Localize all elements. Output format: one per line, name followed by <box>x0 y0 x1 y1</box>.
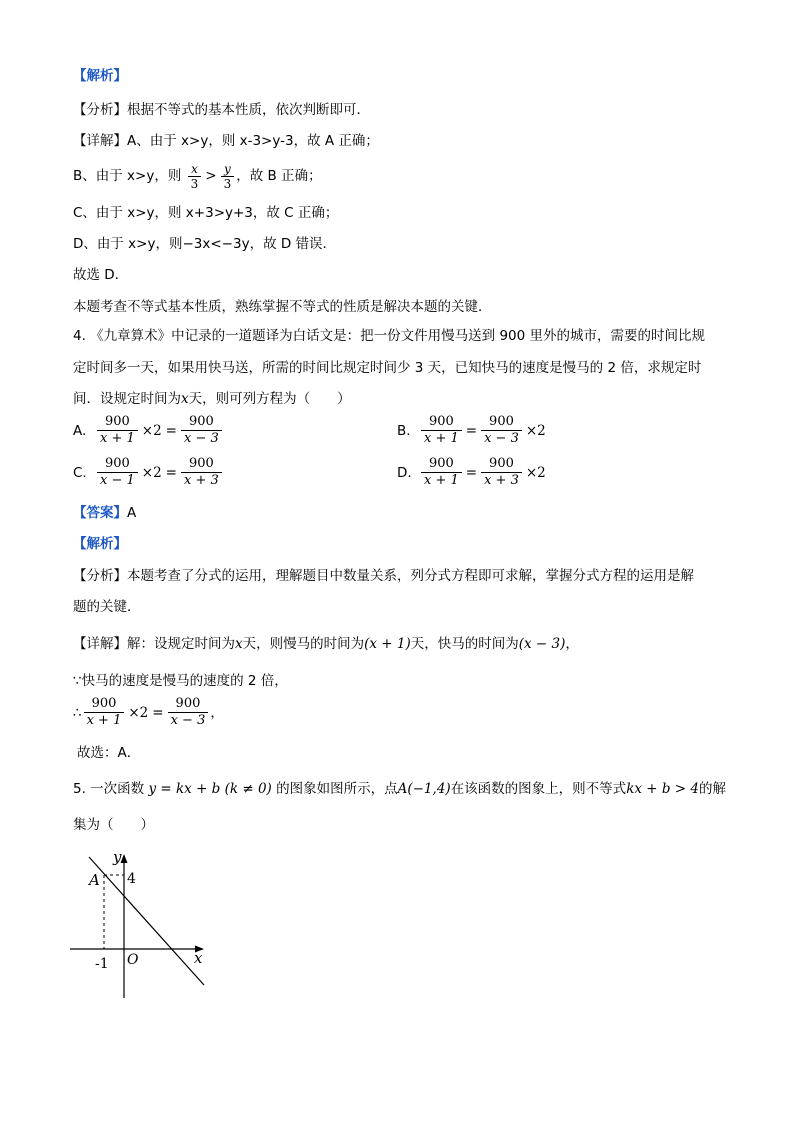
q4-option-c[interactable]: C. $\frac{900}{x - 1}$ ×2 = $\frac{900}{x + 3}$ <box>73 456 224 489</box>
q5-stem-line1: 5. 一次函数 y = kx + b (k ≠ 0) 的图象如图所示，点A(−1,4)在该函数的图象上，则不等式kx + b > 4的解 <box>73 781 727 797</box>
q3-jiexi-heading: 【解析】 <box>73 68 127 84</box>
q4-option-d[interactable]: D. $\frac{900}{x + 1}$ = $\frac{900}{x + 3}$ ×2 <box>397 456 546 488</box>
q3-choice: 故选 D． <box>73 267 129 283</box>
q3-detail-a: 【详解】A、由于 x>y，则 x-3>y-3，故 A 正确； <box>73 133 379 149</box>
q4-analysis-line1: 【分析】本题考查了分式的运用，理解题目中数量关系，列分式方程即可求解，掌握分式方程的运用是解 <box>73 568 694 584</box>
q4-stem-line3: 间．设规定时间为x天，则可列方程为（ ） <box>73 391 351 407</box>
y-tick-label: 4 <box>127 871 136 887</box>
q5-function-graph <box>64 845 224 1005</box>
y-axis-arrow-icon <box>121 854 128 863</box>
origin-label: O <box>127 952 139 968</box>
q4-option-b[interactable]: B. $\frac{900}{x + 1}$ = $\frac{900}{x - 3}$ ×2 <box>397 414 546 446</box>
q4-equation: ∴ $\frac{900}{x + 1}$ ×2 = $\frac{900}{x - 3}$ ， <box>73 696 224 728</box>
q4-detail: 【详解】解：设规定时间为x天，则慢马的时间为(x + 1)天，快马的时间为(x − 3)， <box>73 636 579 652</box>
q5-stem-line2: 集为（ ） <box>73 817 154 833</box>
point-a-label: A <box>89 871 100 889</box>
q4-stem-line2: 定时间多一天，如果用快马送，所需的时间比规定时间少 3 天，已知快马的速度是慢马的 2 倍，求规定时 <box>73 360 702 376</box>
q4-choice: 故选：A． <box>77 745 141 761</box>
y-axis-label: y <box>113 848 122 866</box>
q4-since-line: ∵快马的速度是慢马的速度的 2 倍， <box>73 673 288 689</box>
frac-y-over-3: $\frac{y}{3}$ <box>221 162 235 191</box>
q3-analysis: 【分析】根据不等式的基本性质，依次判断即可． <box>73 102 370 118</box>
q3-detail-b: B、由于 x>y，则 $\frac{x}{3}$ > $\frac{y}{3}$ ，故 B 正确； <box>73 161 322 191</box>
q3-detail-d: D、由于 x>y，则−3x<−3y，故 D 错误． <box>73 236 337 252</box>
x-axis-label: x <box>194 949 203 967</box>
q4-answer: 【答案】A <box>73 505 137 521</box>
q4-analysis-line2: 题的关键． <box>73 599 141 615</box>
x-tick-label: -1 <box>95 956 109 972</box>
frac-x-over-3: $\frac{x}{3}$ <box>188 162 202 191</box>
q4-option-a[interactable]: A. $\frac{900}{x + 1}$ ×2 = $\frac{900}{x - 3}$ <box>73 414 224 447</box>
q4-stem-line1: 4. 《九章算术》中记录的一道题译为白话文是：把一份文件用慢马送到 900 里外的城市，需要的时间比规 <box>73 328 706 344</box>
q3-summary: 本题考查不等式基本性质，熟练掌握不等式的性质是解决本题的关键． <box>73 299 492 315</box>
q3-detail-c: C、由于 x>y，则 x+3>y+3，故 C 正确； <box>73 205 339 221</box>
q4-jiexi-heading: 【解析】 <box>73 536 127 552</box>
